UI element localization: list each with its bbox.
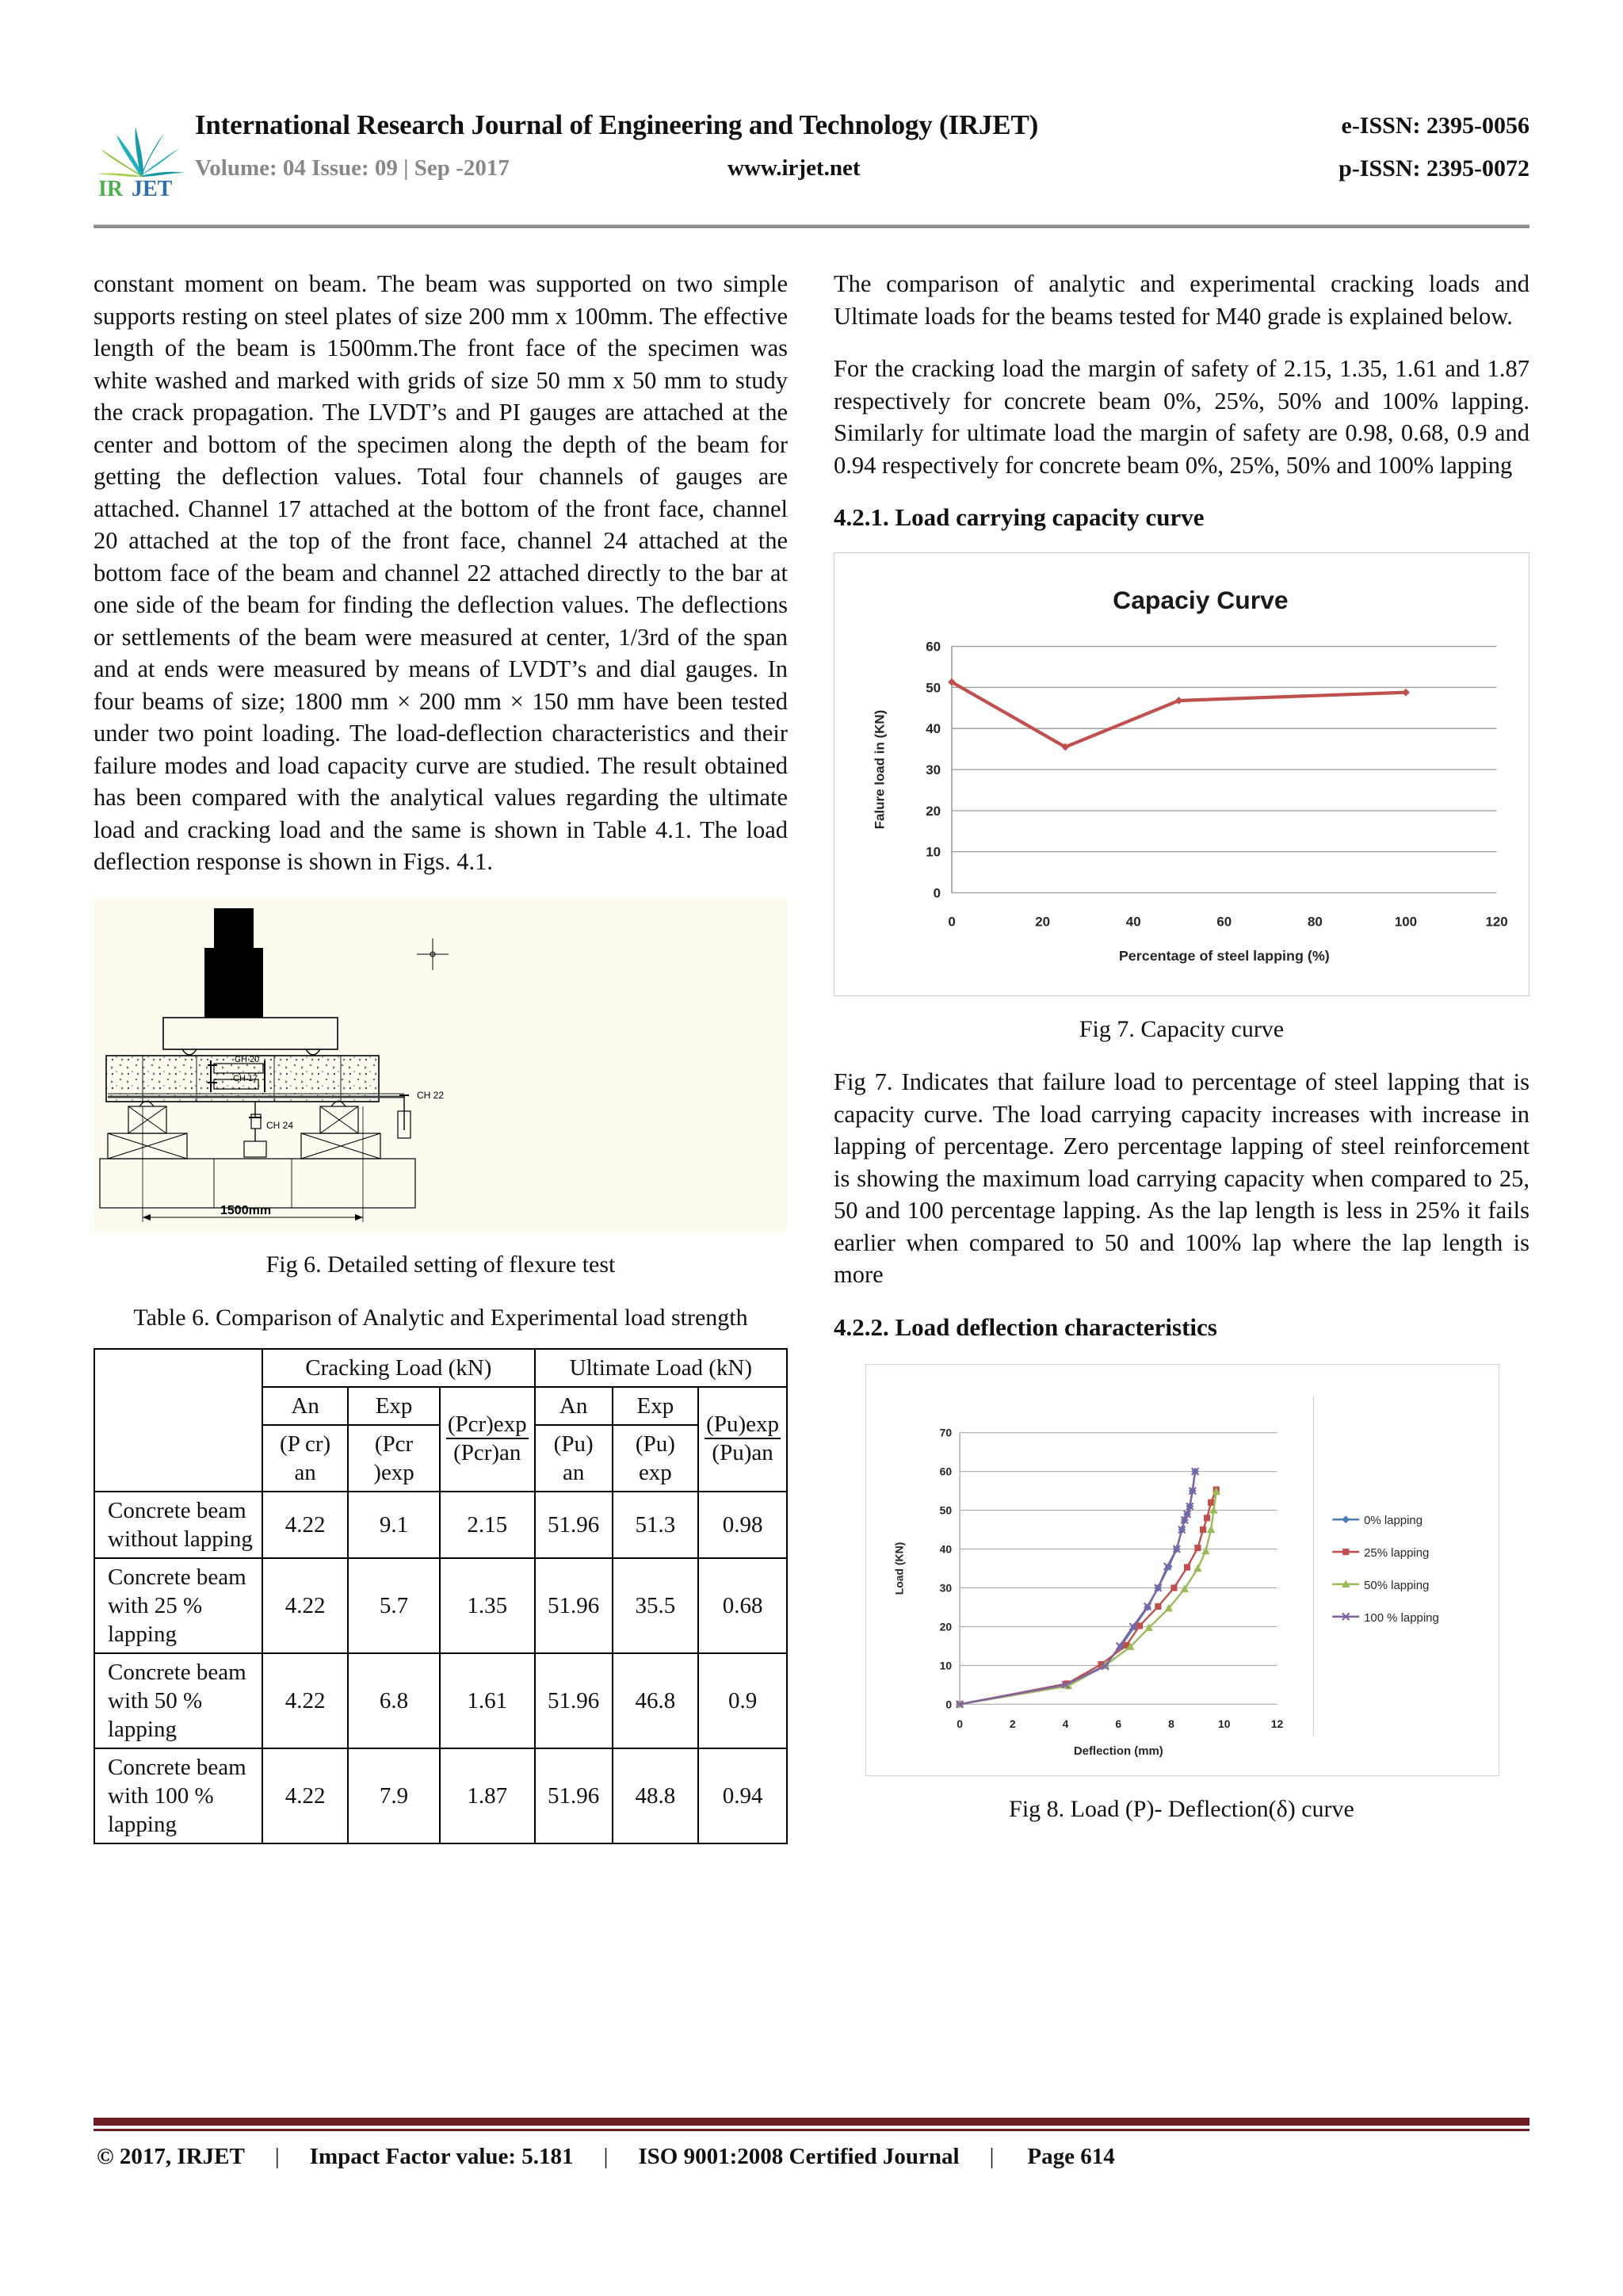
fig7-xtick: 60 bbox=[1216, 914, 1232, 930]
left-paragraph-1: constant moment on beam. The beam was supported on two simple supports resting on steel plates of size 200 mm x 100mm. The effective length of the beam is 1500mm.The front face of the specimen was white washed and marked with grids of size 50 mm x 50 mm to study the crack propagation. The LVDT’s and PI gauges are attached at the center and bottom of the specimen along the depth of the beam for getting the deflection values. Total four channels of gauges are attached. Channel 17 attached at the bottom of the front face, channel 20 attached at the top of the front face, channel 24 attached at the bottom face of the beam and channel 22 attached directly to the bar at one side of the beam for finding the deflection values. The deflections or settlements of the beam were measured at center, 1/3rd of the span and at ends were measured by means of LVDT’s and dial gauges. In four beams of size; 1800 mm × 200 mm × 150 mm have been tested under two point loading. The load-deflection characteristics and their failure modes and load capacity curve are studied. The result obtained has been compared with the analytical values regarding the ultimate load and cracking load and the same is shown in Table 4.1. The load deflection response is shown in Figs. 4.1. bbox=[94, 270, 788, 875]
irjet-logo-icon bbox=[94, 106, 187, 200]
fig7-series-line bbox=[952, 682, 1406, 747]
fig8-caption: Fig 8. Load (P)- Deflection(δ) curve bbox=[1009, 1795, 1354, 1822]
fig7-xtick: 40 bbox=[1125, 914, 1141, 930]
table-cell-pcr-ratio: 1.35 bbox=[440, 1558, 535, 1653]
table-row-label: Concrete beam with 100 % lapping bbox=[94, 1748, 262, 1843]
table-cell-pcr-exp: 5.7 bbox=[348, 1558, 440, 1653]
table-cell-pcr-ratio: 1.61 bbox=[440, 1653, 535, 1748]
fig7-xtick: 80 bbox=[1307, 914, 1323, 930]
fig8-ytick: 70 bbox=[939, 1426, 953, 1439]
fig8-ytick: 50 bbox=[939, 1503, 953, 1517]
fig8-ytick: 30 bbox=[939, 1580, 953, 1594]
table-row bbox=[94, 1748, 787, 1843]
table-cell-pu-an: 51.96 bbox=[535, 1653, 613, 1748]
table-cell-pcr-exp: 9.1 bbox=[348, 1492, 440, 1558]
fig8-xtick: 10 bbox=[1218, 1717, 1231, 1730]
footer-separator-1: | bbox=[274, 2144, 280, 2169]
fig7-ytick: 60 bbox=[926, 639, 941, 655]
volume-issue-label: Volume: 04 Issue: 09 | Sep -2017 bbox=[195, 155, 510, 181]
fig8-ytick: 20 bbox=[939, 1619, 953, 1633]
right-paragraph-3: Fig 7. Indicates that failure load to percentage of steel lapping that is capacity curve. The load carrying capacity increases with increase in lapping of percentage. Zero percentage lapping of steel reinforcement is showing the maximum load carrying capacity when compared to 25, 50 and 100 percentage lapping. As the lap length is less in 25% it fails earlier when compared to 50 and 100% lap where the lap length is more bbox=[834, 1068, 1529, 1288]
fig6-label-ch17: CH 17 bbox=[233, 1073, 258, 1083]
fig7-ytick: 30 bbox=[926, 762, 941, 777]
table6-title: Table 6. Comparison of Analytic and Experimental load strength bbox=[133, 1304, 748, 1331]
svg-text:IR: IR bbox=[98, 177, 124, 200]
table-cell-pu-an: 51.96 bbox=[535, 1748, 613, 1843]
right-paragraph-1: The comparison of analytic and experimental cracking loads and Ultimate loads for the beams tested for M40 grade is explained below. bbox=[834, 270, 1529, 330]
footer-divider-thick bbox=[94, 2118, 1529, 2126]
fig8-xtick: 12 bbox=[1270, 1717, 1284, 1730]
footer-separator-2: | bbox=[603, 2144, 609, 2169]
fig8-xtick: 4 bbox=[1062, 1717, 1069, 1730]
fig7-xtick: 20 bbox=[1035, 914, 1051, 930]
footer-page-number: Page 614 bbox=[1027, 2144, 1115, 2169]
fig8-yaxis-label: Load (KN) bbox=[892, 1541, 906, 1595]
table-subheader-ultimate-ratio bbox=[698, 1387, 787, 1492]
fig8-legend-label: 0% lapping bbox=[1364, 1513, 1423, 1527]
table-header-row-groups bbox=[94, 1349, 787, 1387]
table-cell-pu-ratio: 0.98 bbox=[698, 1492, 787, 1558]
table-cell-pu-an: 51.96 bbox=[535, 1492, 613, 1558]
fig7-yaxis-label: Falure load in (KN) bbox=[872, 709, 888, 830]
table-subheader-ultimate-an: An bbox=[535, 1387, 613, 1425]
ratio-cracking-numerator: (Pcr)exp bbox=[446, 1411, 529, 1439]
table-cell-pu-ratio: 0.68 bbox=[698, 1558, 787, 1653]
fig7-xtick: 120 bbox=[1485, 914, 1508, 930]
fig8-legend-label: 100 % lapping bbox=[1364, 1610, 1439, 1625]
pissn-label: p-ISSN: 2395-0072 bbox=[1338, 155, 1529, 181]
page-header bbox=[94, 101, 1529, 220]
footer-copyright: © 2017, IRJET bbox=[97, 2144, 245, 2169]
fig8-xtick: 0 bbox=[957, 1717, 963, 1730]
fig7-ytick: 10 bbox=[926, 844, 941, 860]
fig7-ytick: 0 bbox=[933, 885, 941, 901]
table-cell-pu-exp: 51.3 bbox=[613, 1492, 699, 1558]
header-divider bbox=[94, 224, 1529, 228]
fig8-load-deflection-chart bbox=[865, 1364, 1499, 1776]
fig6-caption: Fig 6. Detailed setting of flexure test bbox=[265, 1251, 616, 1278]
fig8-legend-label: 25% lapping bbox=[1364, 1545, 1430, 1560]
section-heading-422: 4.2.2. Load deflection characteristics bbox=[834, 1312, 1217, 1341]
table-subheader-pcr-exp: (Pcr )exp bbox=[348, 1425, 440, 1492]
section-heading-421: 4.2.1. Load carrying capacity curve bbox=[834, 503, 1205, 531]
fig7-xtick: 0 bbox=[948, 914, 956, 930]
fig8-xtick: 2 bbox=[1009, 1717, 1016, 1730]
right-paragraph-2: For the cracking load the margin of safety of 2.15, 1.35, 1.61 and 1.87 respectively for concrete beam 0%, 25%, 50% and 100% lapping. Similarly for ultimate load the margin of safety are 0.98, 0.68, 0.9 and 0.94 respectively for concrete beam 0%, 25%, 50% and 100% lapping bbox=[834, 355, 1529, 479]
table-row-label: Concrete beam without lapping bbox=[94, 1492, 262, 1558]
fig8-ytick: 40 bbox=[939, 1542, 953, 1556]
fig6-label-ch22: CH 22 bbox=[417, 1089, 445, 1101]
fig7-capacity-curve-chart bbox=[834, 552, 1529, 996]
table-subheader-pcr-an: (P cr) an bbox=[262, 1425, 348, 1492]
table-cell-pcr-an: 4.22 bbox=[262, 1748, 348, 1843]
table-subheader-cracking-an: An bbox=[262, 1387, 348, 1425]
fig6-label-ch20: CH 20 bbox=[235, 1054, 260, 1064]
footer-divider-thin bbox=[94, 2129, 1529, 2131]
table-cell-pcr-an: 4.22 bbox=[262, 1492, 348, 1558]
footer-separator-3: | bbox=[989, 2144, 995, 2169]
fig7-ytick: 40 bbox=[926, 721, 941, 737]
table-cell-pu-exp: 48.8 bbox=[613, 1748, 699, 1843]
left-column bbox=[94, 268, 788, 1844]
table-subheader-cracking-ratio bbox=[440, 1387, 535, 1492]
right-column bbox=[834, 268, 1529, 1846]
fig8-xtick: 8 bbox=[1168, 1717, 1174, 1730]
table-row bbox=[94, 1653, 787, 1748]
fig6-label-span: 1500mm bbox=[220, 1203, 272, 1217]
table-row-label: Concrete beam with 50 % lapping bbox=[94, 1653, 262, 1748]
table-group-ultimate-load: Ultimate Load (kN) bbox=[535, 1349, 787, 1387]
table-subheader-pu-exp: (Pu) exp bbox=[613, 1425, 699, 1492]
fig7-xaxis-label: Percentage of steel lapping (%) bbox=[1118, 948, 1330, 965]
table-cell-pcr-an: 4.22 bbox=[262, 1653, 348, 1748]
table-cell-pu-ratio: 0.94 bbox=[698, 1748, 787, 1843]
beam-test-setup-svg bbox=[94, 899, 788, 1232]
fig6-label-ch24: CH 24 bbox=[266, 1119, 294, 1131]
journal-website-link[interactable]: www.irjet.net bbox=[727, 155, 861, 181]
table-cell-pcr-ratio: 1.87 bbox=[440, 1748, 535, 1843]
table-cell-pcr-ratio: 2.15 bbox=[440, 1492, 535, 1558]
table-row bbox=[94, 1492, 787, 1558]
fig8-ytick: 0 bbox=[945, 1697, 953, 1710]
irjet-logo bbox=[94, 106, 187, 200]
fig8-ytick: 60 bbox=[939, 1465, 953, 1478]
fig8-xaxis-label: Deflection (mm) bbox=[1073, 1744, 1163, 1758]
page-footer bbox=[94, 2144, 1529, 2170]
eissn-label: e-ISSN: 2395-0056 bbox=[1341, 113, 1529, 139]
fig7-ytick: 50 bbox=[926, 680, 941, 696]
fig8-xtick: 6 bbox=[1115, 1717, 1122, 1730]
ratio-cracking-denominator: (Pcr)an bbox=[453, 1440, 521, 1465]
table-group-cracking-load: Cracking Load (kN) bbox=[262, 1349, 535, 1387]
table-row bbox=[94, 1558, 787, 1653]
table-comparison-load-strength bbox=[94, 1348, 788, 1844]
footer-impact-factor: Impact Factor value: 5.181 bbox=[309, 2144, 574, 2169]
capacity-curve-svg bbox=[834, 553, 1529, 995]
fig8-ytick: 10 bbox=[939, 1658, 953, 1671]
table-cell-pcr-exp: 6.8 bbox=[348, 1653, 440, 1748]
table-corner-cell bbox=[94, 1349, 262, 1492]
fig8-legend-label: 50% lapping bbox=[1364, 1578, 1430, 1592]
table-subheader-cracking-exp: Exp bbox=[348, 1387, 440, 1425]
table-cell-pu-ratio: 0.9 bbox=[698, 1653, 787, 1748]
table-cell-pu-exp: 35.5 bbox=[613, 1558, 699, 1653]
load-deflection-svg bbox=[866, 1365, 1499, 1775]
fig7-chart-title: Capaciy Curve bbox=[1113, 585, 1289, 614]
table-subheader-ultimate-exp: Exp bbox=[613, 1387, 699, 1425]
table-subheader-pu-an: (Pu) an bbox=[535, 1425, 613, 1492]
journal-title: International Research Journal of Engineering and Technology (IRJET) bbox=[195, 109, 1039, 140]
ratio-ultimate-denominator: (Pu)an bbox=[712, 1440, 773, 1465]
table-cell-pu-an: 51.96 bbox=[535, 1558, 613, 1653]
fig6-flexure-test-diagram bbox=[94, 899, 788, 1232]
ratio-ultimate-numerator: (Pu)exp bbox=[705, 1411, 781, 1439]
table-cell-pcr-exp: 7.9 bbox=[348, 1748, 440, 1843]
footer-iso-certification: ISO 9001:2008 Certified Journal bbox=[638, 2144, 960, 2169]
svg-text:JET: JET bbox=[132, 177, 173, 200]
table-cell-pu-exp: 46.8 bbox=[613, 1653, 699, 1748]
fig7-ytick: 20 bbox=[926, 803, 941, 819]
fig7-xtick: 100 bbox=[1394, 914, 1418, 930]
fig7-caption: Fig 7. Capacity curve bbox=[1079, 1016, 1285, 1042]
table-cell-pcr-an: 4.22 bbox=[262, 1558, 348, 1653]
table-row-label: Concrete beam with 25 % lapping bbox=[94, 1558, 262, 1653]
